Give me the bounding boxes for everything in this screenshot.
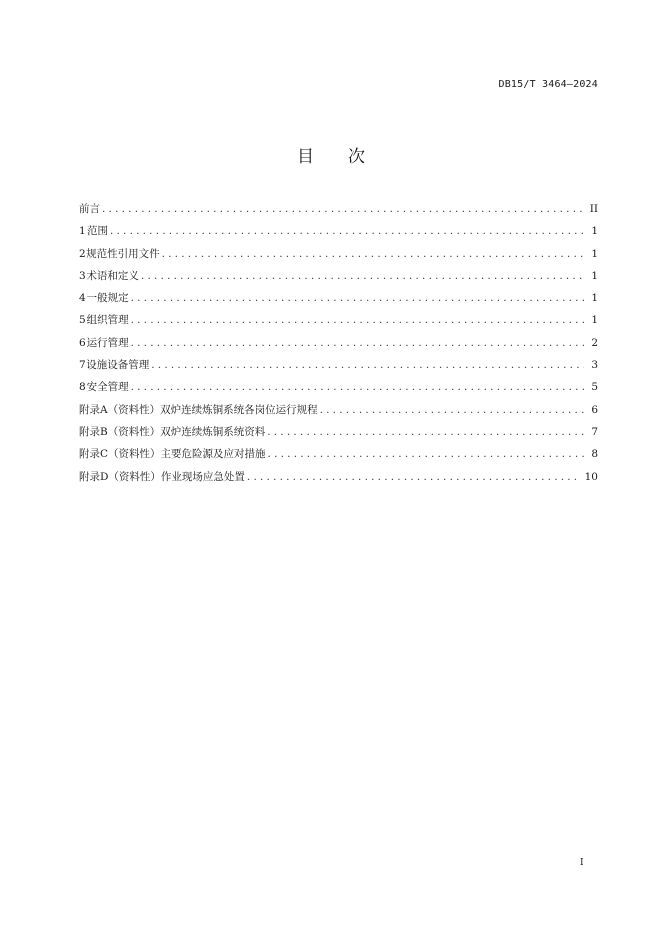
toc-entry[interactable] [79, 379, 598, 401]
toc-entry-page: II [589, 203, 598, 215]
toc-entry-page: 10 [584, 470, 598, 483]
toc-entry-number: 6 [79, 336, 86, 349]
toc-entry-number: 2 [79, 247, 86, 260]
toc-heading-char-2: 次 [348, 147, 365, 167]
toc-entry-label: 规范性引用文件 [86, 247, 160, 260]
toc-entry-label: 安全管理 [86, 381, 129, 394]
toc-entry-label: 主要危险源及应对措施 [160, 448, 266, 461]
toc-leader-dots [131, 381, 584, 393]
toc-entry-page: 3 [591, 359, 598, 372]
toc-appendix-label: 附录B（资料性） [79, 425, 161, 438]
toc-entry[interactable] [79, 268, 598, 290]
toc-entry-number: 7 [79, 359, 86, 372]
toc-heading-char-1: 目 [297, 147, 314, 167]
toc-appendix-label: 附录C（资料性） [79, 448, 161, 461]
toc-entry-number: 5 [79, 314, 86, 327]
toc-entry[interactable] [79, 357, 598, 379]
toc-entry-page: 2 [591, 336, 598, 349]
toc-entry-appendix[interactable] [79, 402, 598, 424]
page-number: I [580, 858, 584, 868]
toc-leader-dots [131, 337, 584, 349]
toc-entry[interactable] [79, 290, 598, 312]
toc-entry-label: 范围 [86, 225, 108, 238]
toc-appendix-label: 附录A（资料性） [79, 403, 161, 416]
toc-entry-label: 术语和定义 [86, 269, 139, 282]
toc-entry-label: 双炉连续炼铜系统各岗位运行规程 [160, 403, 318, 416]
toc-entry-appendix[interactable] [79, 469, 598, 491]
toc-entry-label: 设施设备管理 [86, 359, 150, 372]
toc-entry-number: 4 [79, 292, 86, 305]
toc-entry-page: 5 [591, 381, 598, 394]
toc-entry-number: 8 [79, 381, 86, 394]
toc-entry[interactable] [79, 312, 598, 334]
toc-leader-dots [141, 270, 584, 282]
toc-entry-label: 前言 [79, 203, 100, 215]
toc-entry[interactable] [79, 201, 598, 223]
toc-leader-dots [162, 248, 584, 260]
toc-entry-page: 1 [591, 292, 598, 305]
toc-entry-label: 运行管理 [86, 336, 129, 349]
document-code: DB15/T 3464—2024 [498, 79, 598, 90]
toc-leader-dots [151, 359, 584, 371]
toc-entry-page: 1 [591, 225, 598, 238]
toc-leader-dots [268, 448, 584, 460]
toc-leader-dots [131, 314, 584, 326]
toc-leader-dots [110, 225, 584, 237]
toc-entry-page: 1 [591, 314, 598, 327]
toc-leader-dots [247, 471, 581, 483]
toc-leader-dots [102, 203, 584, 215]
toc-leader-dots [267, 426, 584, 438]
toc-entry-page: 8 [591, 448, 598, 461]
toc-entry-page: 6 [591, 403, 598, 416]
toc-appendix-label: 附录D（资料性） [79, 470, 161, 483]
toc-entry-page: 1 [591, 247, 598, 260]
toc-entry-number: 3 [79, 269, 86, 282]
toc-entry-appendix[interactable] [79, 446, 598, 468]
toc-entry-label: 一般规定 [86, 292, 129, 305]
toc-entry-label: 组织管理 [86, 314, 129, 327]
toc-entry-number: 1 [79, 225, 86, 238]
toc-entry[interactable] [79, 223, 598, 245]
toc-entry[interactable] [79, 335, 598, 357]
toc-entry-page: 7 [591, 425, 598, 438]
toc-heading [0, 142, 662, 167]
toc-leader-dots [320, 404, 584, 416]
toc-entry-page: 1 [591, 269, 598, 282]
table-of-contents [79, 201, 598, 491]
toc-entry[interactable] [79, 246, 598, 268]
toc-entry-label: 双炉连续炼铜系统资料 [160, 425, 266, 438]
toc-leader-dots [131, 292, 584, 304]
toc-entry-appendix[interactable] [79, 424, 598, 446]
toc-entry-label: 作业现场应急处置 [160, 470, 245, 483]
